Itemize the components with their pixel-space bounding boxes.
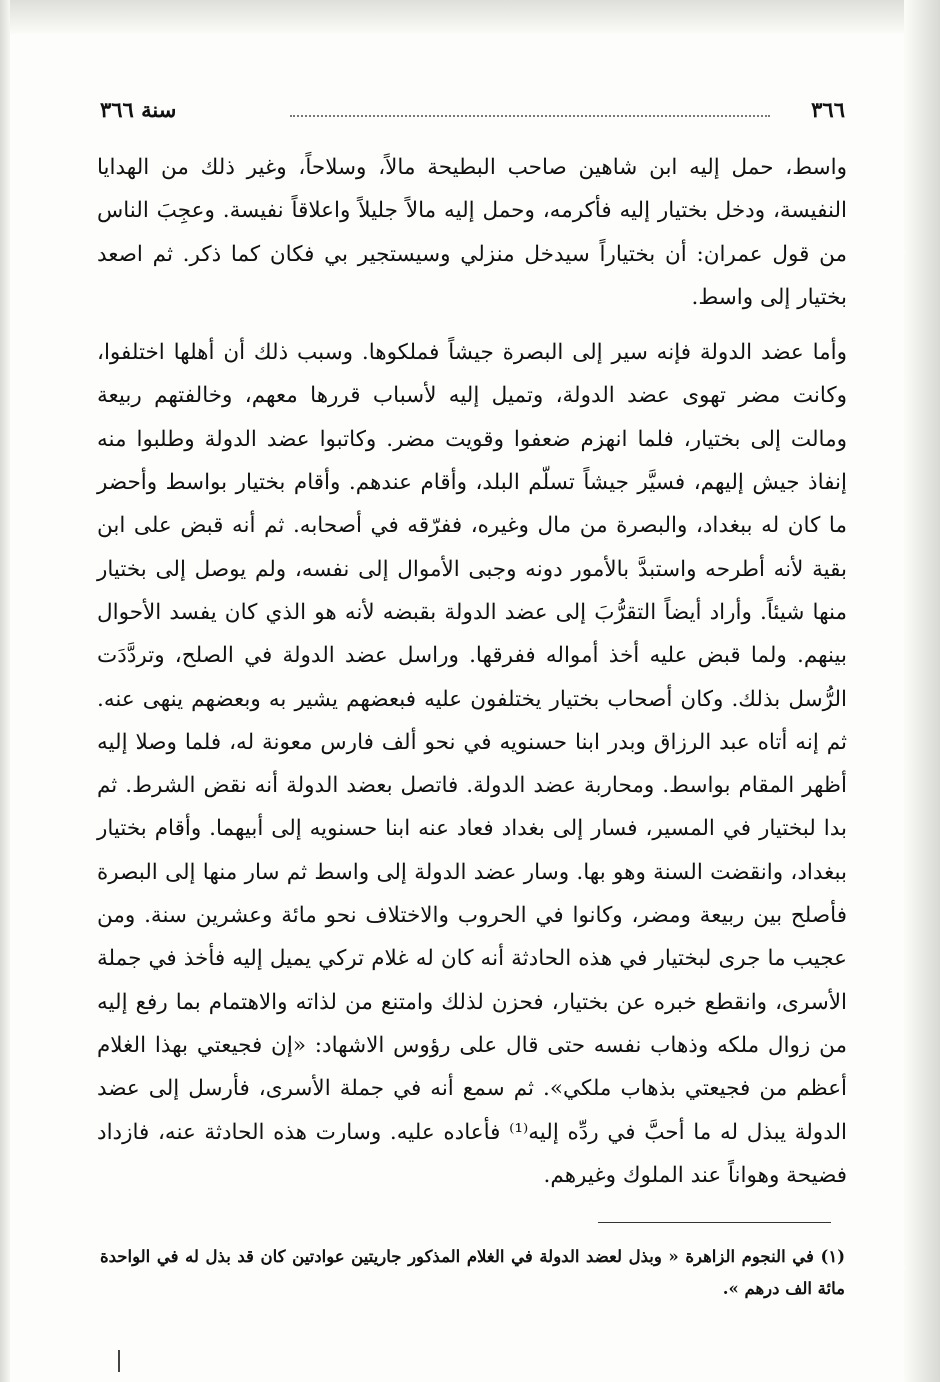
margin-mark <box>118 1350 120 1372</box>
running-header <box>100 95 845 125</box>
paragraph-1: واسط، حمل إليه ابن شاهين صاحب البطيحة مالاً، وسلاحاً، وغير ذلك من الهدايا النفيسة، ودخل بختيار إليه فأكرمه، وحمل إليه مالاً جليلاً واعلاقاً نفيسة. وعجِبَ الناس من قول عمران: أن بختياراً سيدخل منزلي وسيستجير بي فكان كما ذكر. ثم اصعد بختيار إلى واسط. <box>97 155 847 310</box>
scan-edge-left <box>0 0 10 1382</box>
footnote-separator <box>598 1222 831 1223</box>
footnote: (١) في النجوم الزاهرة « وبذل لعضد الدولة في الغلام المذكور جاريتين عوادتين كان قد بذل له في الواحدة مائة الف درهم ». <box>100 1247 845 1298</box>
page-number: ٣٦٦ <box>811 97 845 122</box>
scan-edge-top <box>0 0 940 34</box>
year-title: سنة ٣٦٦ <box>100 97 177 122</box>
paragraph-2: وأما عضد الدولة فإنه سير إلى البصرة جيشاً فملكوها. وسبب ذلك أن أهلها اختلفوا، وكانت مضر تهوى عضد الدولة، وتميل إليه لأسباب قررها معهم، وخالفتهم ربيعة ومالت إلى بختيار، فلما انهزم ضعفوا وقويت مضر. وكاتبوا عضد الدولة وطلبوا منه إنفاذ جيش إليهم، فسيَّر جيشاً تسلّم البلد، وأقام عندهم. وأقام بختيار بواسط وأحضر ما كان له ببغداد، والبصرة من مال وغيره، ففرّقه في أصحابه. ثم أنه قبض على ابن بقية لأنه أطرحه واستبدَّ بالأمور دونه وجبى الأموال إلى نفسه، ولم يوصل إلى بختيار منها شيئاً. وأراد أيضاً التقرُّبَ إلى عضد الدولة بقبضه لأنه هو الذي كان يفسد الأحوال بينهم. ولما قبض عليه أخذ أمواله ففرقها. وراسل عضد الدولة في الصلح، وتردَّدَت الرُّسل بذلك. وكان أصحاب بختيار يختلفون عليه فبعضهم يشير به وبعضهم ينهى عنه. ثم إنه أتاه عبد الرزاق وبدر ابنا حسنويه في نحو ألف فارس معونة له، فلما وصلا إليه أظهر المقام بواسط. ومحاربة عضد الدولة. فاتصل بعضد الدولة أنه نقض الشرط. ثم بدا لبختيار في المسير، فسار إلى بغداد فعاد عنه ابنا حسنويه إلى أبيهما. وأقام بختيار ببغداد، وانقضت السنة وهو بها. وسار عضد الدولة إلى واسط ثم سار منها إلى البصرة فأصلح بين ربيعة ومضر، وكانوا في الحروب والاختلاف نحو مائة وعشرين سنة. ومن عجيب ما جرى لبختيار في هذه الحادثة أنه كان له غلام تركي يميل إليه فأخذ في جملة الأسرى، وانقطع خبره عن بختيار، فحزن لذلك وامتنع من لذاته والاهتمام بما رفع إليه من زوال ملكه وذهاب نفسه حتى قال على رؤوس الاشهاد: «إن فجيعتي بهذا الغلام أعظم من فجيعتي بذهاب ملكي». ثم سمع أنه في جملة الأسرى، فأرسل إلى عضد الدولة يبذل له ما أحبَّ في ردِّه إليه⁽¹⁾ فأعاده عليه. وسارت هذه الحادثة عنه، فازداد فضيحة وهواناً عند الملوك وغيرهم. <box>97 340 848 1188</box>
main-text <box>97 146 847 1197</box>
header-dotted-leader <box>290 115 770 117</box>
scan-edge-right <box>904 0 940 1382</box>
